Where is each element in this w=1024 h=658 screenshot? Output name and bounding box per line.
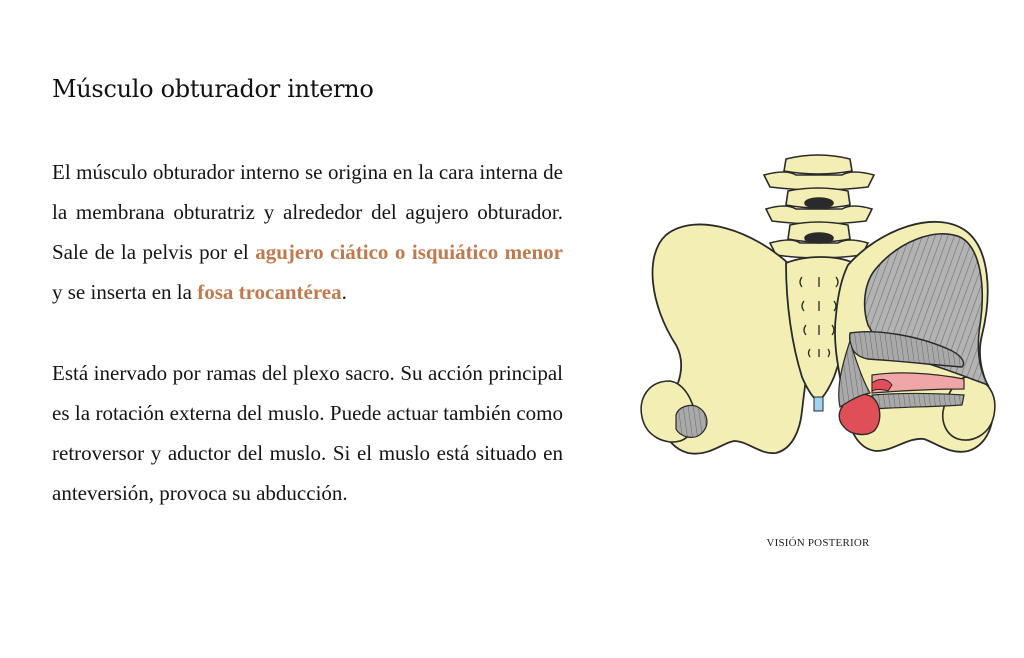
paragraph-text: El músculo obturador interno se origina en la cara interna de la membrana obturatriz y alrededor del agujero obturador. Sale de la pelvis por el [52,160,563,264]
page-title: Músculo obturador interno [52,75,374,103]
link-agujero-ciatico-menor[interactable]: agujero ciático o isquiático menor [255,240,563,264]
link-fosa-trocanterea[interactable]: fosa trocantérea [197,280,342,304]
article-body [52,152,563,554]
pelvis-posterior-drawing [636,145,1000,515]
paragraph-text: y se inserta en la [52,280,198,304]
pelvis-illustration [636,145,1000,555]
figure-caption: VISIÓN POSTERIOR [766,537,870,549]
paragraph-origin [52,152,563,312]
paragraph-text: . [341,280,347,304]
paragraph-innervation: Está inervado por ramas del plexo sacro. Su acción principal es la rotación externa del muslo. Puede actuar también como retroversor y aductor del muslo. Si el muslo está situado en anteversión, provoca su abducción. [52,361,563,505]
